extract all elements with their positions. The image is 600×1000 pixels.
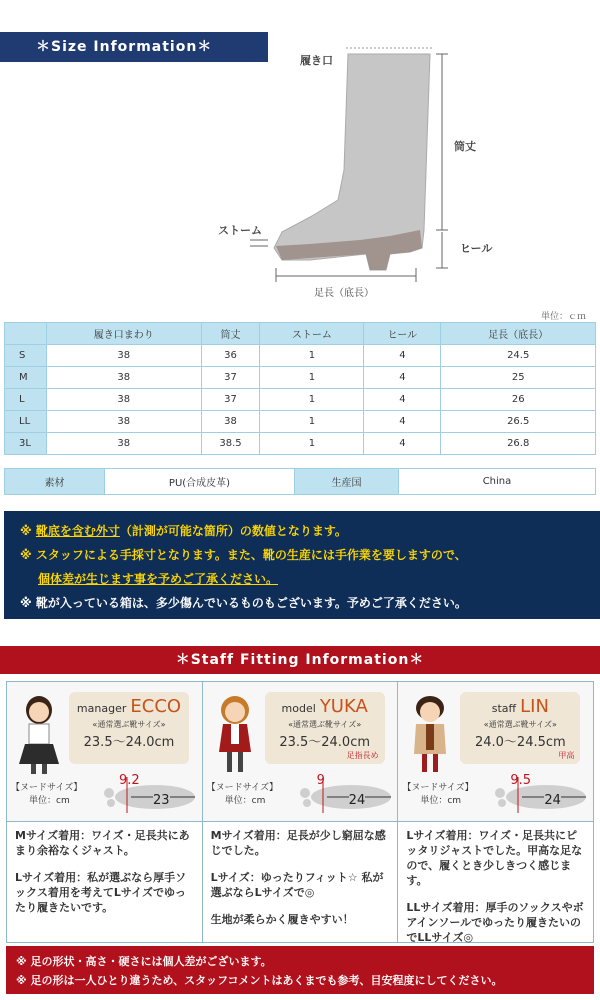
staff-name: ECCO: [130, 696, 182, 717]
comment: Lサイズ着用：ワイズ・足長共にピッタリジャストでした。甲高な足なので、履くとき少しきつく感じます。: [406, 829, 583, 887]
nude-size-label: 【ヌードサイズ】 単位：cm: [402, 783, 474, 806]
table-cell: 38: [47, 411, 202, 433]
table-cell: 38: [47, 433, 202, 455]
table-cell: 38: [201, 411, 260, 433]
col-header: ヒール: [364, 323, 441, 345]
label-length: 足長（底長）: [314, 288, 374, 299]
usual-size-range: 23.5～24.0cm: [279, 735, 371, 750]
notice-box: [4, 511, 600, 619]
usual-size-label: «通常選ぶ靴サイズ»: [288, 720, 362, 729]
staff-remark: 足指長め: [346, 751, 379, 760]
table-cell: 26: [441, 389, 596, 411]
table-cell: 1: [260, 411, 364, 433]
boot-illustration: [210, 40, 520, 300]
table-cell: 38.5: [201, 433, 260, 455]
col-header: 履き口まわり: [47, 323, 202, 345]
foot-length: 24: [544, 793, 561, 808]
staff-info-card: [69, 692, 189, 764]
staff-card-lin: [398, 682, 593, 942]
foot-width: 9: [316, 773, 325, 788]
material-table: [4, 468, 596, 495]
unit-label: 単位：ｃｍ: [540, 312, 586, 322]
size-table: [4, 322, 596, 455]
foot-icon: [486, 775, 588, 815]
table-cell: 1: [260, 433, 364, 455]
table-cell: 4: [364, 367, 441, 389]
material-label: 素材: [5, 469, 105, 495]
notice-line: ※ 靴が入っている箱は、多少傷んでいるものもございます。予めご了承ください。: [20, 596, 467, 610]
staff-role: staff: [491, 702, 517, 715]
foot-length: 23: [153, 793, 170, 808]
staff-comments: [398, 822, 593, 963]
staff-comments: [7, 822, 202, 933]
staff-profile: [7, 682, 202, 822]
foot-width: 9.2: [119, 773, 140, 788]
table-cell: 1: [260, 389, 364, 411]
table-cell: 1: [260, 367, 364, 389]
table-row: [5, 367, 596, 389]
notice-line: ※ 足の形は一人ひとり違うため、スタッフコメントはあくまでも参考、目安程度にしてください。: [16, 974, 503, 987]
usual-size-range: 23.5～24.0cm: [83, 735, 175, 750]
notice-line: ※ 足の形状・高さ・硬さには個人差がございます。: [16, 955, 272, 968]
table-cell: 36: [201, 345, 260, 367]
comment: 生地が柔らかく履きやすい！: [210, 913, 354, 926]
size-label: L: [5, 389, 47, 411]
staff-profile: [203, 682, 398, 822]
table-cell: 4: [364, 411, 441, 433]
staff-name: LIN: [520, 696, 549, 717]
table-row: [5, 389, 596, 411]
staff-fitting-header: ＊Staff Fitting Information＊: [0, 646, 600, 674]
size-label: S: [5, 345, 47, 367]
comment: Mサイズ着用：足長が少し窮屈な感じでした。: [210, 829, 386, 857]
boot-diagram: [210, 40, 520, 300]
person-illustration: [211, 690, 259, 776]
foot-icon: [95, 775, 197, 815]
foot-width: 9.5: [510, 773, 532, 788]
material-value: PU(合成皮革): [105, 469, 295, 495]
staff-comments: [203, 822, 398, 945]
label-shaft: 筒丈: [454, 140, 476, 153]
table-cell: 1: [260, 345, 364, 367]
table-cell: 4: [364, 433, 441, 455]
table-cell: 24.5: [441, 345, 596, 367]
comment: Lサイズ：ゆったりフィット☆ 私が選ぶならLサイズで◎: [210, 871, 384, 899]
col-header: ストーム: [260, 323, 364, 345]
size-label: M: [5, 367, 47, 389]
table-cell: 4: [364, 389, 441, 411]
comment: LLサイズ着用：厚手のソックスやボアインソールでゆったり履きたいのでLLサイズ◎: [406, 901, 584, 944]
notice-line: ※ スタッフによる手採寸となります。また、靴の生産には手作業を要しますので、: [20, 548, 467, 562]
label-heel: ヒール: [460, 242, 493, 255]
table-cell: 4: [364, 345, 441, 367]
staff-card-ecco: [7, 682, 203, 942]
table-cell: 37: [201, 367, 260, 389]
table-row: [5, 411, 596, 433]
staff-info-card: [265, 692, 385, 764]
col-header: [5, 323, 47, 345]
label-storm: ストーム: [218, 224, 262, 237]
label-opening: 履き口: [300, 54, 333, 67]
comment: Lサイズ着用：私が選ぶなら厚手ソックス着用を考えてLサイズでゆったり履きたいです。: [15, 871, 187, 914]
size-info-header: ＊Size Information＊: [0, 32, 268, 62]
bottom-notice: [6, 946, 594, 994]
origin-label: 生産国: [295, 469, 399, 495]
table-cell: 26.8: [441, 433, 596, 455]
table-cell: 26.5: [441, 411, 596, 433]
usual-size-label: «通常選ぶ靴サイズ»: [483, 720, 557, 729]
size-label: 3L: [5, 433, 47, 455]
col-header: 足長（底長）: [441, 323, 596, 345]
table-row: [5, 469, 596, 495]
staff-role: model: [281, 702, 316, 715]
origin-value: China: [399, 469, 596, 495]
nude-size-label: 【ヌードサイズ】 単位：cm: [206, 783, 278, 806]
person-illustration: [406, 690, 454, 776]
table-cell: 37: [201, 389, 260, 411]
staff-name: YUKA: [319, 696, 368, 717]
staff-role: manager: [76, 702, 127, 715]
staff-remark: 甲高: [558, 751, 575, 760]
staff-profile: [398, 682, 593, 822]
table-cell: 38: [47, 367, 202, 389]
notice-line: ※ 靴底を含む外寸（計測が可能な箇所）の数値となります。: [20, 524, 347, 538]
staff-info-card: [460, 692, 580, 764]
usual-size-range: 24.0～24.5cm: [474, 735, 566, 750]
size-table-header-row: [5, 323, 596, 345]
person-illustration: [15, 690, 63, 776]
comment: Mサイズ着用：ワイズ・足長共にあまり余裕なくジャスト。: [15, 829, 190, 857]
table-cell: 38: [47, 345, 202, 367]
table-row: [5, 433, 596, 455]
staff-grid: [6, 681, 594, 943]
notice-line: 個体差が生じます事を予めご了承ください。: [38, 572, 279, 586]
table-row: [5, 345, 596, 367]
usual-size-label: «通常選ぶ靴サイズ»: [92, 720, 166, 729]
foot-length: 24: [348, 793, 366, 808]
col-header: 筒丈: [201, 323, 260, 345]
foot-icon: [291, 775, 393, 815]
table-cell: 25: [441, 367, 596, 389]
nude-size-label: 【ヌードサイズ】 単位：cm: [11, 783, 83, 806]
size-label: LL: [5, 411, 47, 433]
table-cell: 38: [47, 389, 202, 411]
staff-card-yuka: [203, 682, 399, 942]
